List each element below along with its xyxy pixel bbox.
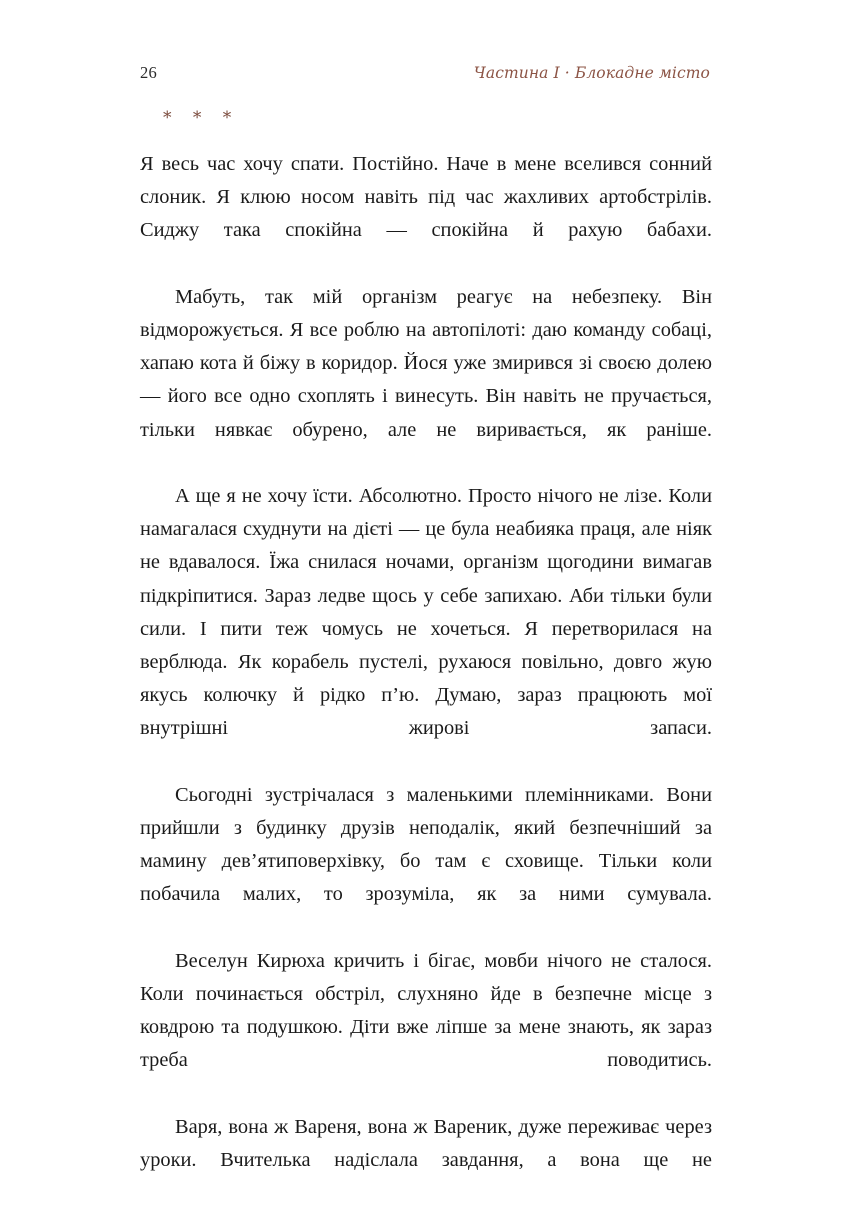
paragraph: Сьогодні зустрічалася з маленькими племінниками. Вони прийшли з будинку друзів неподалік, який безпечніший за мамину дев’ятиповерхівку, бо там є сховище. Тільки коли побачила малих, то зрозуміла, як за ними сумувала. [140, 783, 712, 906]
page-number: 26 [140, 63, 157, 82]
running-title: Частина I · Блокадне місто [473, 64, 710, 82]
body-text [140, 148, 712, 1211]
running-header [140, 63, 710, 87]
paragraph: Мабуть, так мій організм реагує на небезпеку. Він відморожується. Я все роблю на автопілоті: даю команду собаці, хапаю кота й біжу в коридор. Йося уже змирився зі своєю долею — його все одно схоплять і винесуть. Він навіть не пручається, тільки нявкає обурено, але не виривається, як раніше. [140, 285, 712, 441]
paragraph: Я весь час хочу спати. Постійно. Наче в мене вселився сонний слоник. Я клюю носом навіть під час жахливих артобстрілів. Сиджу така спокійна — спокійна й рахую бабахи. [140, 153, 712, 242]
paragraph: А ще я не хочу їсти. Абсолютно. Просто нічого не лізе. Коли намагалася схуднути на дієті — це була неабияка праця, але ніяк не вдавалося. Їжа снилася ночами, організм щогодини вимагав підкріпитися. Зараз ледве щось у себе запихаю. Аби тільки були сили. І пити теж чомусь не хочеться. Я перетворилася на верблюда. Як корабель пустелі, рухаюся повільно, довго жую якусь колючку й рідко п’ю. Думаю, зараз працюють мої внутрішні жирові запаси. [140, 485, 712, 740]
paragraph: Веселун Кирюха кричить і бігає, мовби нічого не сталося. Коли починається обстріл, слухняно йде в безпечне місце з ковдрою та подушкою. Діти вже ліпше за мене знають, як зараз треба поводитись. [140, 949, 712, 1072]
paragraph: Варя, вона ж Вареня, вона ж Вареник, дуже переживає через уроки. Вчителька надіслала завдання, а вона ще не [140, 1115, 712, 1172]
asterisk-divider: * * * [163, 108, 240, 128]
